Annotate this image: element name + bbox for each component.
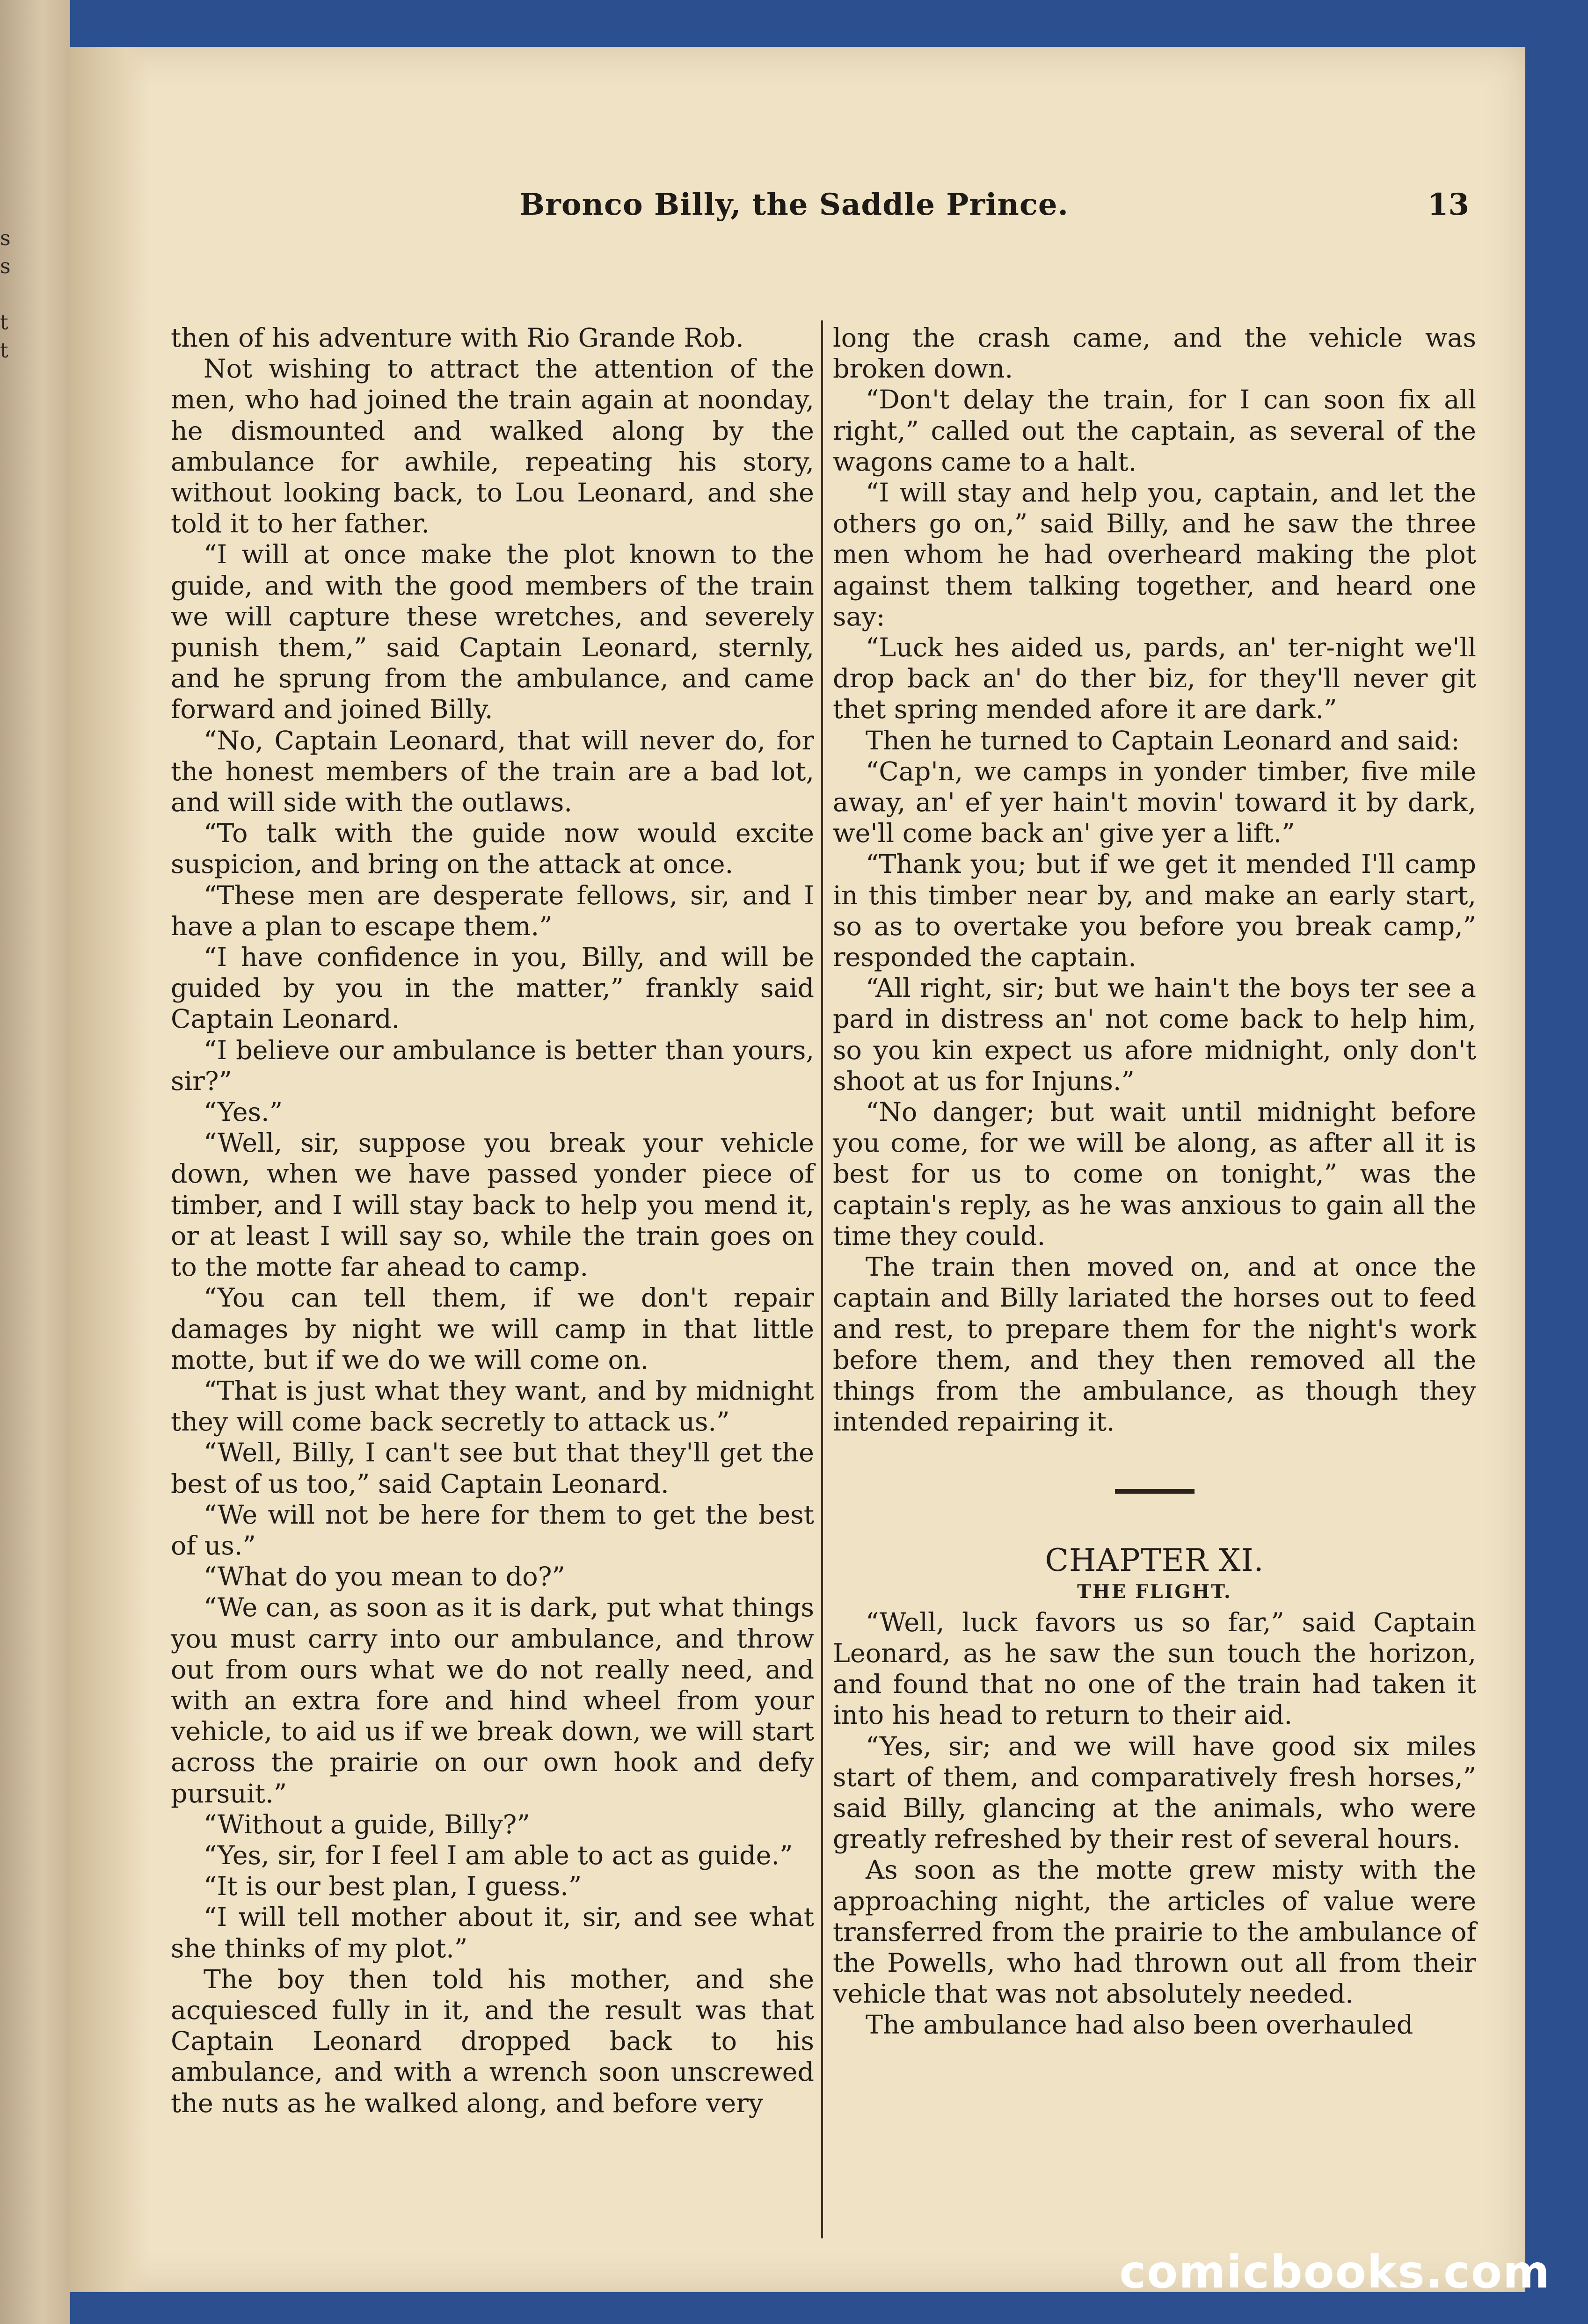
paragraph: then of his adventure with Rio Grande Rob. [171, 323, 744, 353]
column-divider [821, 320, 823, 2238]
page-number: 13 [1427, 187, 1469, 222]
paragraph: “Yes, sir; and we will have good six miles start of them, and comparatively fresh horses,” said Billy, glancing at the animals, who were greatly refreshed by their rest of several hours. [833, 1731, 1476, 1855]
paragraph: “Well, luck favors us so far,” said Captain Leonard, as he saw the sun touch the horizon, and found that no one of the train had taken it into his head to return to their aid. [833, 1607, 1476, 1731]
paragraph: Not wishing to attract the attention of the men, who had joined the train again at noonday, he dismounted and walked along by the ambulance for awhile, repeating his story, without looking back, to Lou Leonard, and she told it to her father. [171, 354, 814, 539]
paragraph: “I have confidence in you, Billy, and will be guided by you in the matter,” frankly said Captain Leonard. [171, 942, 814, 1035]
paragraph: “I believe our ambulance is better than yours, sir?” [171, 1035, 814, 1097]
paragraph: The train then moved on, and at once the captain and Billy lariated the horses out to feed and rest, to prepare them for the night's work before them, and they then removed all the things from the ambulance, as though they intended repairing it. [833, 1252, 1476, 1438]
paragraph: “Yes, sir, for I feel I am able to act as guide.” [204, 1840, 793, 1871]
book-page [70, 47, 1525, 2292]
paragraph: “What do you mean to do?” [204, 1561, 565, 1592]
left-column [171, 323, 814, 2119]
paragraph: “I will at once make the plot known to the guide, and with the good members of the train we will capture these wretches, and severely punish them,” said Captain Leonard, sternly, and he sprung from the ambulance, and came forward and joined Billy. [171, 539, 814, 725]
paragraph: long the crash came, and the vehicle was broken down. [833, 323, 1476, 385]
paragraph: “Yes.” [204, 1097, 283, 1128]
paragraph: “No, Captain Leonard, that will never do, for the honest members of the train are a bad lot, and will side with the outlaws. [171, 725, 814, 818]
paragraph: “These men are desperate fellows, sir, and I have a plan to escape them.” [171, 880, 814, 942]
paragraph: “To talk with the guide now would excite suspicion, and bring on the attack at once. [171, 818, 814, 880]
paragraph: “I will tell mother about it, sir, and see what she thinks of my plot.” [171, 1902, 814, 1964]
paragraph: “Luck hes aided us, pards, an' ter-night we'll drop back an' do ther biz, for they'll never git thet spring mended afore it are dark.” [833, 632, 1476, 725]
chapter-subtitle: THE FLIGHT. [1077, 1580, 1232, 1603]
paragraph: Then he turned to Captain Leonard and said: [866, 725, 1460, 756]
paragraph: “I will stay and help you, captain, and let the others go on,” said Billy, and he saw the three men whom he had overheard making the plot against them talking together, and heard one say: [833, 478, 1476, 632]
paragraph: “It is our best plan, I guess.” [204, 1871, 582, 1902]
chapter-title: CHAPTER XI. [1045, 1542, 1264, 1579]
paragraph: “Cap'n, we camps in yonder timber, five mile away, an' ef yer hain't movin' toward it by dark, we'll come back an' give yer a lift.” [833, 756, 1476, 849]
paragraph: “Well, Billy, I can't see but that they'll get the best of us too,” said Captain Leonard. [171, 1438, 814, 1499]
paragraph: “Without a guide, Billy?” [204, 1809, 530, 1840]
paragraph: “We will not be here for them to get the best of us.” [171, 1499, 814, 1561]
paragraph: “Well, sir, suppose you break your vehicle down, when we have passed yonder piece of timber, and I will stay back to help you mend it, or at least I will say so, while the train goes on to the motte far ahead to camp. [171, 1128, 814, 1283]
running-header [519, 187, 1469, 239]
running-title: Bronco Billy, the Saddle Prince. [519, 187, 1069, 222]
paragraph: The boy then told his mother, and she acquiesced fully in it, and the result was that Captain Leonard dropped back to his ambulance, and with a wrench soon unscrewed the nuts as he walked along, and before very [171, 1964, 814, 2119]
right-column [833, 323, 1476, 2041]
facing-page-edge [0, 0, 70, 2324]
paragraph: The ambulance had also been overhauled [866, 2010, 1413, 2041]
page-gutter [70, 47, 150, 2292]
paragraph: “No danger; but wait until midnight before you come, for we will be along, as after all it is best for us to come on tonight,” was the captain's reply, as he was anxious to gain all the time they could. [833, 1097, 1476, 1251]
paragraph: “We can, as soon as it is dark, put what things you must carry into our ambulance, and throw out from ours what we do not really need, and with an extra fore and hind wheel from your vehicle, to aid us if we break down, we will start across the prairie on our own hook and defy pursuit.” [171, 1592, 814, 1809]
watermark: comicbooks.com [1119, 2246, 1551, 2298]
paragraph: “Thank you; but if we get it mended I'll camp in this timber near by, and make an early start, so as to overtake you before you break camp,” responded the captain. [833, 849, 1476, 973]
paragraph: As soon as the motte grew misty with the approaching night, the articles of value were transferred from the prairie to the ambulance of the Powells, who had thrown out all from their vehicle that was not absolutely needed. [833, 1855, 1476, 2010]
section-rule [1115, 1489, 1195, 1494]
facing-page-letters: s s t t [0, 226, 11, 363]
paragraph: “Don't delay the train, for I can soon fix all right,” called out the captain, as several of the wagons came to a halt. [833, 385, 1476, 477]
paragraph: “You can tell them, if we don't repair damages by night we will camp in that little motte, but if we do we will come on. [171, 1283, 814, 1375]
paragraph: “All right, sir; but we hain't the boys ter see a pard in distress an' not come back to help him, so you kin expect us afore midnight, only don't shoot at us for Injuns.” [833, 973, 1476, 1097]
paragraph: “That is just what they want, and by midnight they will come back secretly to attack us.” [171, 1375, 814, 1438]
